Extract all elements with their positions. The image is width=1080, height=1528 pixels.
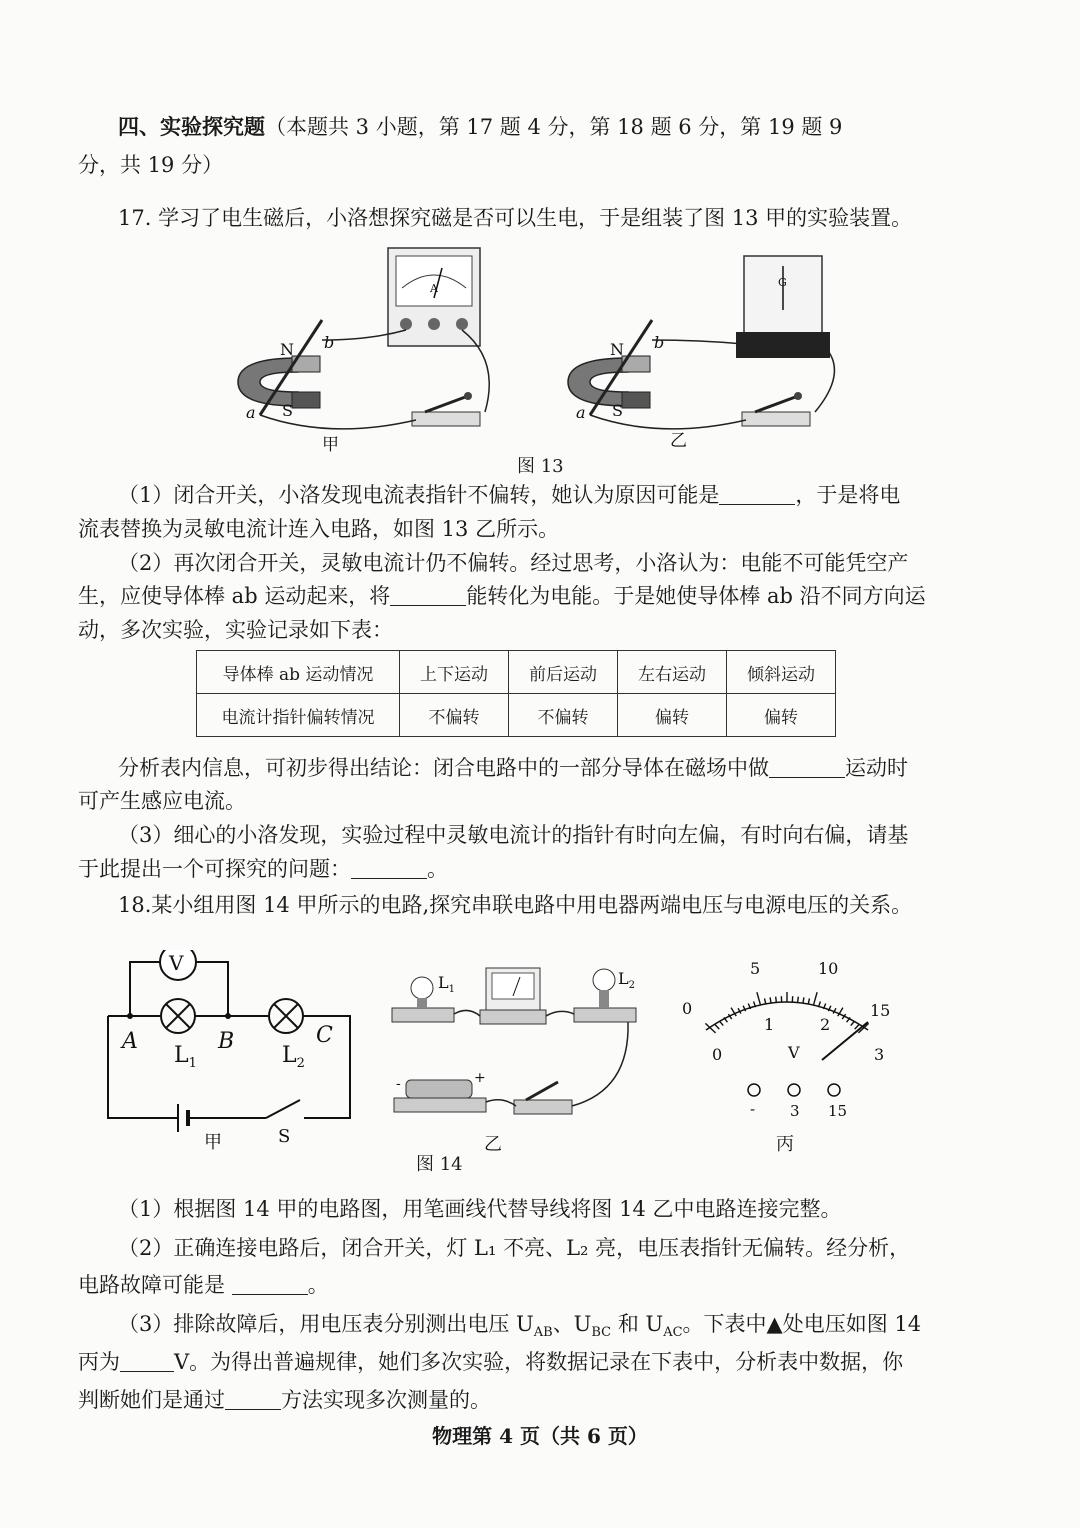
- fig13-caption: 图 13: [517, 456, 564, 477]
- figure-13-svg: [230, 240, 870, 455]
- table-cell: 左右运动: [618, 651, 727, 694]
- table-cell: 偏转: [618, 694, 727, 737]
- bulb-l2-label: $L_2$: [618, 969, 635, 991]
- q18-part3-cont: [78, 1347, 968, 1377]
- q17-part2-cont: [78, 581, 968, 611]
- q17-part3: （3）细心的小洛发现，实验过程中灵敏电流计的指针有时向左偏，有时向右偏，请基: [118, 823, 909, 847]
- scale-top-5: 5: [750, 959, 761, 978]
- horseshoe-magnet-icon: [568, 358, 628, 406]
- q17-part3-cont: [78, 854, 968, 884]
- q17-part1: [118, 480, 968, 510]
- q18-p2-text-2: 。: [307, 1273, 329, 1297]
- q17-p3-text-2: 。: [427, 857, 448, 881]
- terminal-3-icon: [788, 1084, 800, 1096]
- answer-blank[interactable]: [351, 856, 427, 879]
- section-desc-2: 分，共 19 分）: [78, 153, 224, 177]
- point-a-label: A: [122, 1029, 138, 1054]
- table-row: [197, 651, 836, 694]
- q17-p3-text: 于此提出一个可探究的问题：: [78, 857, 351, 881]
- q17-p2-text: 生，应使导体棒 ab 运动起来，将: [78, 584, 391, 608]
- q17-part1-cont: 流表替换为灵敏电流计连入电路，如图 13 乙所示。: [78, 517, 560, 541]
- page-footer: 物理第 4 页（共 6 页）: [432, 1424, 648, 1448]
- q18-part3-cont-2: [78, 1385, 968, 1415]
- point-b-label: B: [218, 1029, 235, 1054]
- q18-p3-text-3: V。为得出普遍规律，她们多次实验，将数据记录在下表中，分析表中数据，你: [174, 1350, 904, 1374]
- table-cell: 前后运动: [509, 651, 618, 694]
- fig14-bing-dial: [682, 959, 890, 1155]
- switch-s: [266, 1100, 300, 1118]
- q17-analysis-cont: 可产生感应电流。: [78, 789, 246, 813]
- fig13-yi: [568, 256, 834, 451]
- q18-p3-text: （3）排除故障后，用电压表分别测出电压 U: [118, 1312, 534, 1336]
- dial-tick: [776, 997, 777, 1003]
- q17-p2-text-2: 能转化为电能。于是她使导体棒 ab 沿不同方向运: [466, 584, 926, 608]
- q18-part3: [118, 1309, 968, 1348]
- dial-tick: [719, 1021, 723, 1026]
- section-title: 四、实验探究题: [118, 115, 265, 139]
- scale-bottom-3: 3: [874, 1045, 885, 1064]
- scale-bottom-2: 2: [820, 1015, 831, 1034]
- dial-unit-label: V: [788, 1043, 800, 1062]
- experiment-record-table: [196, 650, 836, 737]
- q18-p2-text: 电路故障可能是: [78, 1273, 225, 1297]
- answer-blank[interactable]: [120, 1349, 174, 1372]
- galvanometer-label: G: [778, 276, 787, 289]
- table-cell: 电流计指针偏转情况: [197, 694, 400, 737]
- pole-s-label: S: [612, 401, 623, 420]
- q17-analysis-text: 分析表内信息，可初步得出结论：闭合电路中的一部分导体在磁场中做: [118, 756, 769, 780]
- figure-13: [230, 240, 870, 459]
- end-a-label: a: [246, 403, 256, 422]
- scale-bottom-1: 1: [764, 1015, 775, 1034]
- end-b-label: b: [324, 333, 335, 352]
- q17-stem: 17. 学习了电生磁后，小洛想探究磁是否可以生电，于是组装了图 13 甲的实验装置。: [118, 206, 913, 230]
- answer-blank[interactable]: [390, 583, 466, 606]
- table-cell: 偏转: [727, 694, 836, 737]
- horseshoe-magnet-icon: [238, 358, 298, 406]
- dial-tick: [803, 997, 804, 1003]
- end-a-label: a: [576, 403, 586, 422]
- lamp-l2-label: $L_2$: [282, 1043, 305, 1071]
- dial-tick: [757, 992, 761, 1005]
- scale-top-10: 10: [818, 959, 839, 978]
- dial-ticks: [705, 992, 868, 1033]
- answer-blank[interactable]: [719, 482, 795, 505]
- q18-part2: （2）正确连接电路后，闭合开关，灯 L₁ 不亮、L₂ 亮，电压表指针无偏转。经分析，: [118, 1236, 911, 1260]
- scale-top-15: 15: [870, 1001, 891, 1020]
- q18-p3-text-end: 。下表中▲处电压如图 14: [682, 1312, 922, 1336]
- bulb-l1-label: $L_1$: [438, 973, 455, 995]
- q18-p3-sep1: 、U: [552, 1312, 592, 1336]
- section-heading: [118, 112, 968, 142]
- q18-p3-text-4: 判断她们是通过: [78, 1388, 225, 1412]
- dial-tick: [770, 997, 771, 1003]
- fig13-jia: [238, 248, 489, 455]
- fig14-jia-label: 甲: [204, 1132, 222, 1153]
- bulb-l2-icon: [593, 969, 615, 991]
- pole-s-label: S: [282, 401, 293, 420]
- table-row: [197, 694, 836, 737]
- table-cell: 不偏转: [400, 694, 509, 737]
- q18-p3-text-2: 丙为: [78, 1350, 120, 1374]
- pole-n-label: N: [610, 340, 624, 359]
- answer-blank[interactable]: [225, 1387, 281, 1410]
- q17-part2: （2）再次闭合开关，灵敏电流计仍不偏转。经过思考，小洛认为：电能不可能凭空产: [118, 551, 909, 575]
- battery-pack-icon: [406, 1080, 472, 1098]
- switch-device-icon: [526, 1082, 558, 1100]
- battery-minus-label: -: [396, 1076, 401, 1092]
- fig14-bing-label: 丙: [776, 1134, 794, 1155]
- lamp-l1-label: $L_1$: [174, 1043, 197, 1071]
- table-cell: 上下运动: [400, 651, 509, 694]
- fig14-yi-label: 乙: [484, 1134, 502, 1155]
- q17-analysis-text-2: 运动时: [845, 756, 908, 780]
- subscript-bc: BC: [591, 1325, 612, 1341]
- subscript-ab: AB: [533, 1325, 553, 1341]
- switch-label: S: [278, 1126, 291, 1147]
- end-b-label: b: [654, 333, 665, 352]
- figure-14: [96, 950, 976, 1176]
- terminal-minus-label: -: [750, 1100, 756, 1118]
- dial-tick: [715, 1025, 719, 1029]
- fig14-caption: 图 14: [416, 1154, 463, 1175]
- q17-p1-text: （1）闭合开关，小洛发现电流表指针不偏转，她认为原因可能是: [118, 483, 720, 507]
- scale-top-0: 0: [682, 999, 693, 1018]
- dial-tick: [798, 997, 799, 1003]
- terminal-15-icon: [828, 1084, 840, 1096]
- figure-14-svg: [96, 950, 976, 1172]
- terminal-minus-icon: [748, 1084, 760, 1096]
- pole-n-label: N: [280, 340, 294, 359]
- fig14-yi-physical: [392, 968, 636, 1155]
- table-cell: 导体棒 ab 运动情况: [197, 651, 400, 694]
- dial-tick: [855, 1025, 859, 1029]
- fig13-yi-label: 乙: [670, 431, 687, 451]
- terminal-15-label: 15: [828, 1102, 848, 1120]
- answer-blank[interactable]: [232, 1272, 308, 1295]
- q18-stem: 18.某小组用图 14 甲所示的电路,探究串联电路中用电器两端电压与电源电压的关系。: [118, 893, 913, 917]
- point-c-label: C: [316, 1023, 333, 1048]
- dial-tick: [851, 1021, 855, 1026]
- dial-tick: [813, 992, 817, 1005]
- scale-bottom-0: 0: [712, 1045, 723, 1064]
- ammeter-label: A: [430, 282, 438, 295]
- voltmeter-label: V: [169, 951, 184, 975]
- bulb-l1-icon: [411, 977, 433, 999]
- q17-analysis: [118, 753, 968, 783]
- table-cell: 不偏转: [509, 694, 618, 737]
- q17-part2-cont-2: 动，多次实验，实验记录如下表：: [78, 618, 393, 642]
- section-desc: （本题共 3 小题，第 17 题 4 分，第 18 题 6 分，第 19 题 9: [265, 115, 843, 139]
- q18-p3-sep2: 和 U: [611, 1312, 664, 1336]
- battery-plus-label: +: [474, 1070, 486, 1086]
- q18-part1: （1）根据图 14 甲的电路图，用笔画线代替导线将图 14 乙中电路连接完整。: [118, 1197, 842, 1221]
- subscript-ac: AC: [663, 1325, 683, 1341]
- q18-p3-text-5: 方法实现多次测量的。: [281, 1388, 491, 1412]
- table-cell: 倾斜运动: [727, 651, 836, 694]
- terminal-3-label: 3: [790, 1102, 800, 1120]
- fig13-jia-label: 甲: [322, 435, 339, 455]
- answer-blank[interactable]: [769, 755, 845, 778]
- fig14-jia-circuit: [108, 950, 350, 1153]
- q17-p1-text-2: ，于是将电: [795, 483, 901, 507]
- q18-part2-cont: [78, 1270, 968, 1300]
